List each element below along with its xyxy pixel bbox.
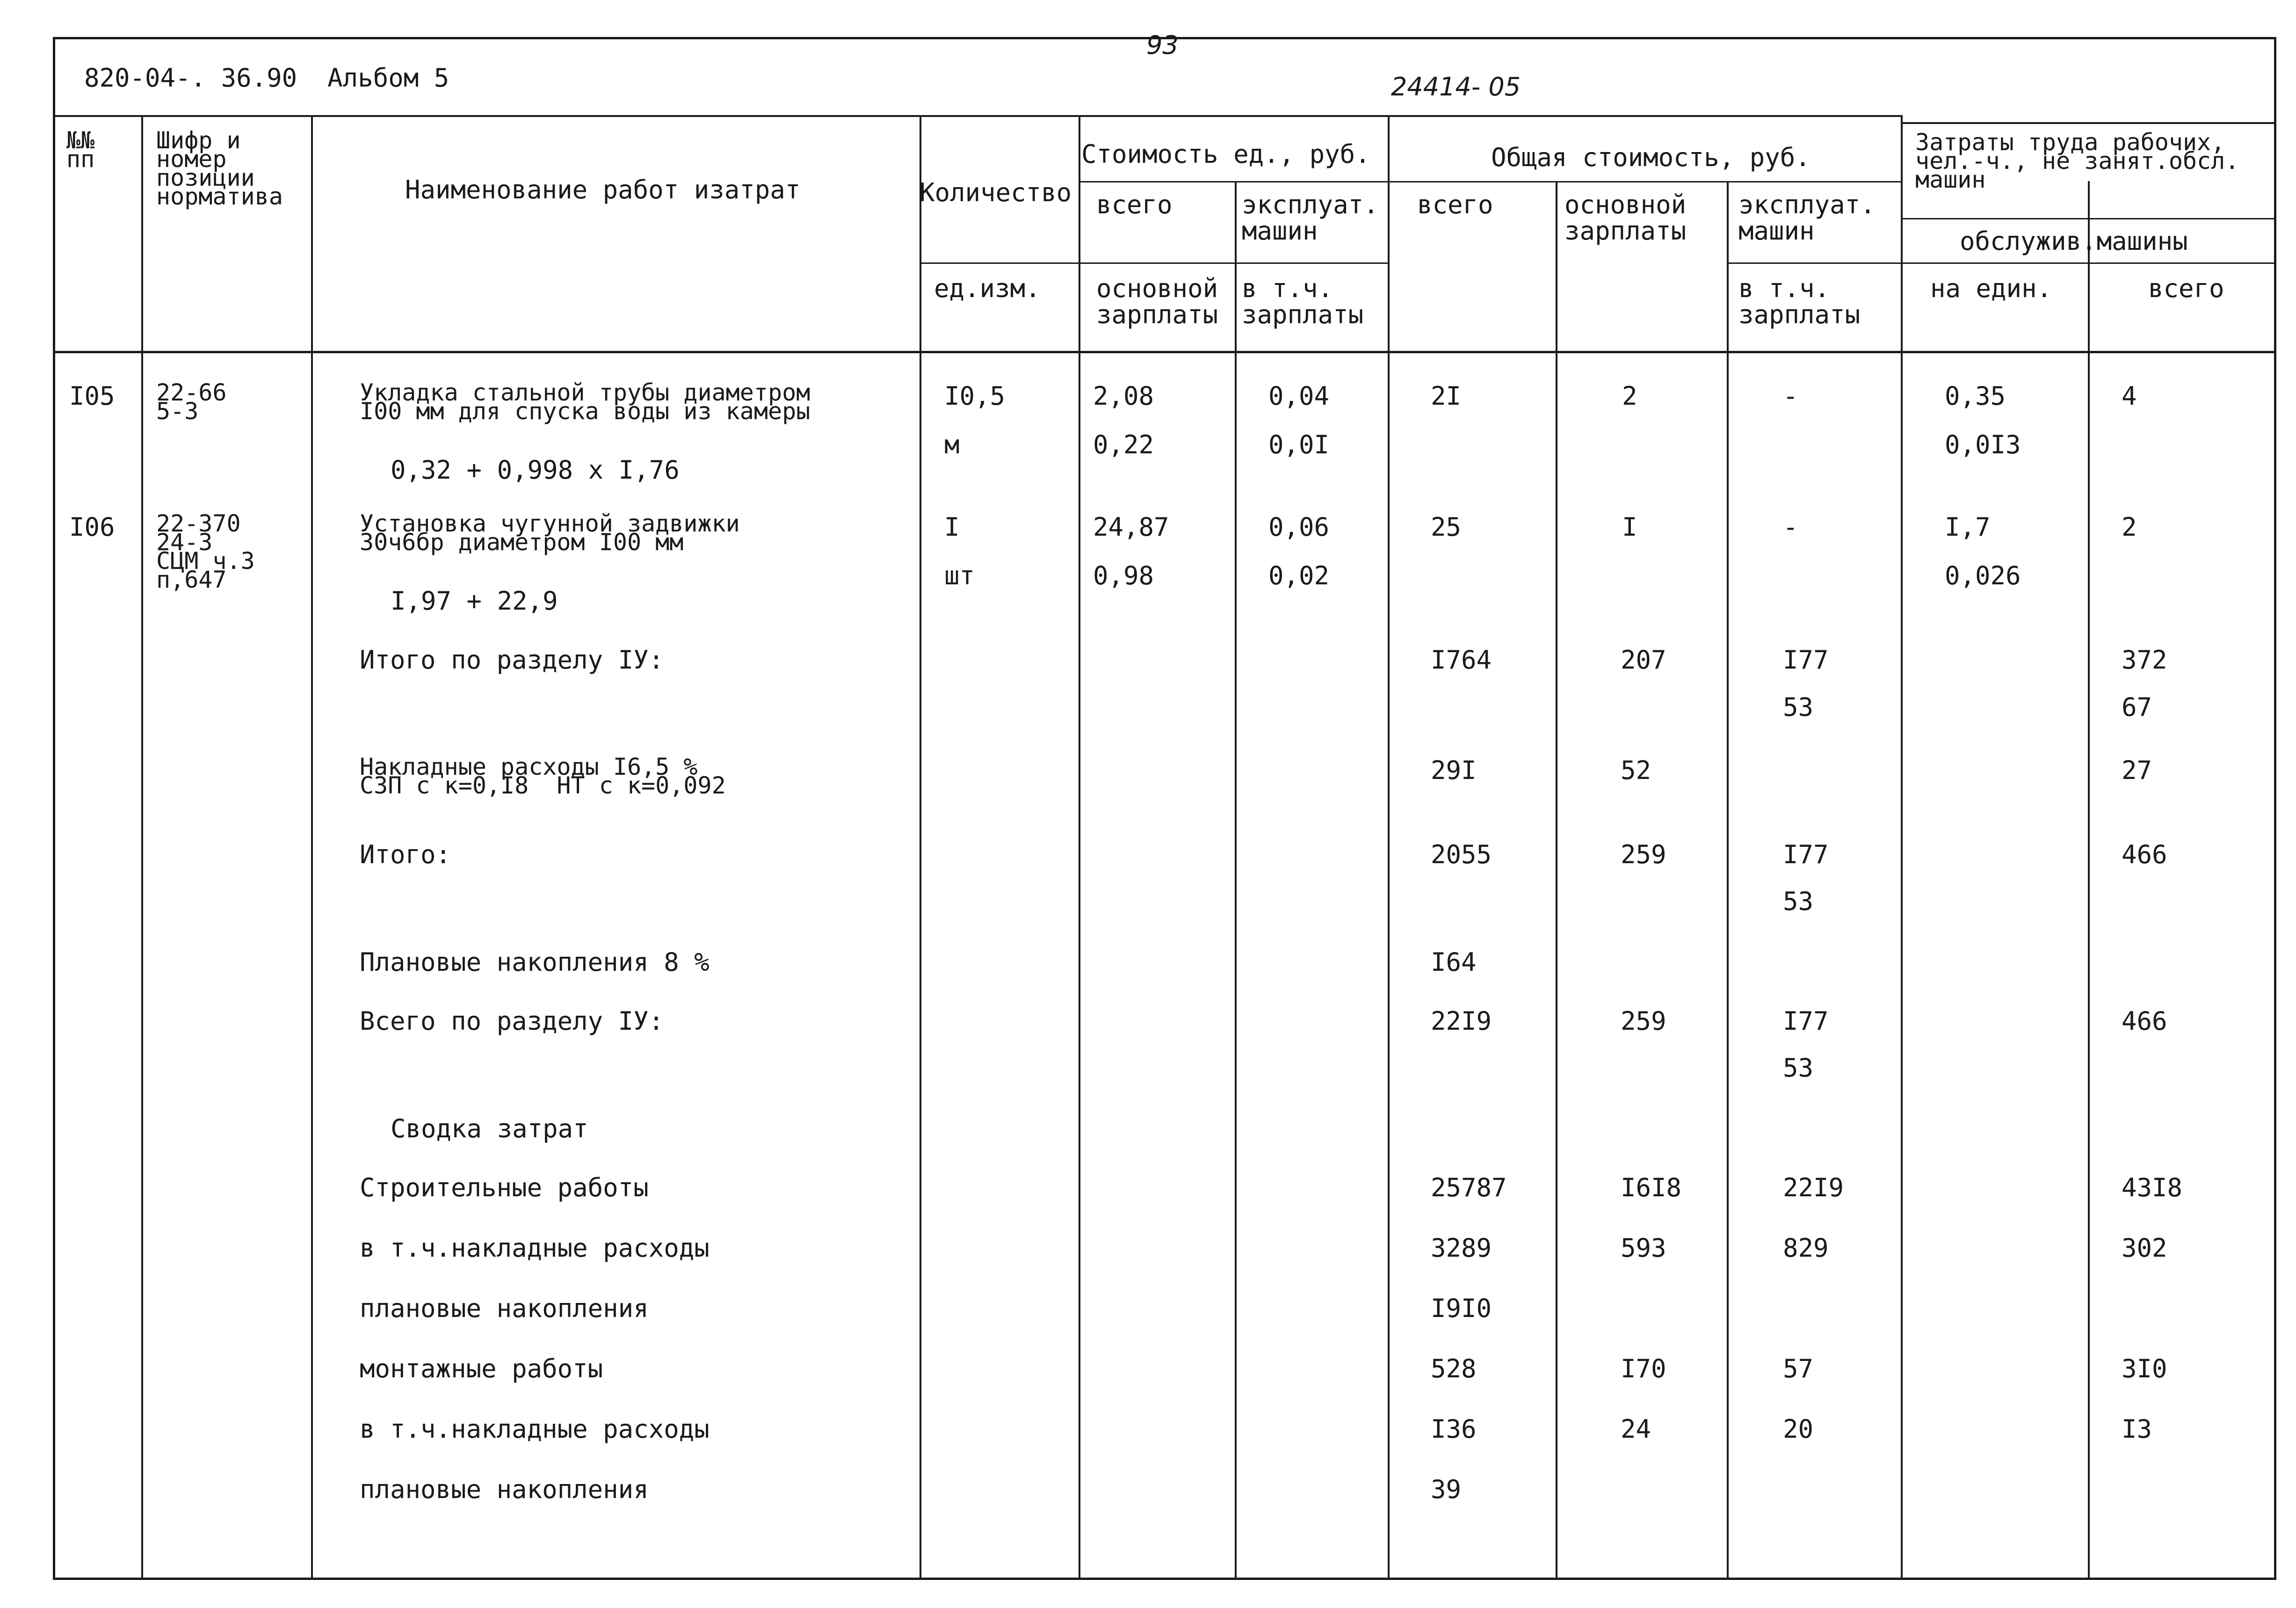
summary-name: Всего по разделу IУ: bbox=[360, 1006, 664, 1036]
row-unit-all: 24,87 bbox=[1093, 512, 1169, 542]
row-total-basic: I bbox=[1622, 512, 1637, 542]
summary-total-exp: I77 bbox=[1783, 1006, 1829, 1036]
summary-total-all: 22I9 bbox=[1431, 1006, 1492, 1036]
row-code: 22-370 24-3 СЦМ ч.3 п,647 bbox=[156, 510, 255, 593]
summary-name: монтажные работы bbox=[360, 1354, 603, 1383]
row-total-all: 25 bbox=[1431, 512, 1462, 542]
row-labor-unit-2: 0,0I3 bbox=[1945, 430, 2021, 459]
summary-total-exp: I77 bbox=[1783, 840, 1829, 869]
header-qty-unit: ед.изм. bbox=[934, 274, 1041, 303]
header-total-basic: основной зарплаты bbox=[1564, 190, 1687, 246]
header-unit-all: всего bbox=[1096, 190, 1173, 219]
header-rule-labor bbox=[1901, 218, 2276, 219]
row-code: 22-66 5-3 bbox=[156, 379, 227, 425]
summary-total-exp: 20 bbox=[1783, 1414, 1814, 1444]
row-total-exp: - bbox=[1783, 512, 1798, 542]
header-total-incl: в т.ч. зарплаты bbox=[1738, 274, 1861, 329]
frame-right bbox=[2274, 37, 2276, 1580]
row-formula: I,97 + 22,9 bbox=[391, 586, 558, 616]
row-name: Установка чугунной задвижки 30ч6бр диаметром I00 мм bbox=[360, 510, 740, 556]
row-formula: 0,32 + 0,998 x I,76 bbox=[391, 455, 680, 485]
summary-name: Накладные расходы I6,5 % СЗП с к=0,I8 НТ с к=0,092 bbox=[360, 753, 726, 799]
summary-total-basic: I70 bbox=[1621, 1354, 1666, 1383]
header-labor-unit: на един. bbox=[1930, 274, 2052, 303]
row-total-basic: 2 bbox=[1622, 381, 1637, 411]
column-rule-2 bbox=[920, 115, 921, 1580]
row-labor-unit: I,7 bbox=[1945, 512, 1991, 542]
summary-total-exp-2: 53 bbox=[1783, 1053, 1814, 1083]
row-unit-exp: 0,04 bbox=[1268, 381, 1330, 411]
column-rule-1 bbox=[311, 115, 313, 1580]
row-labor-all: 4 bbox=[2122, 381, 2137, 411]
header-rule-labor2 bbox=[1901, 262, 2276, 264]
row-number: I05 bbox=[69, 381, 115, 411]
inventory-number: 24414- 05 bbox=[1391, 72, 1521, 102]
summary-total-all: 528 bbox=[1431, 1354, 1477, 1383]
header-name: Наименование работ изатрат bbox=[405, 175, 801, 204]
header-labor: Затраты труда рабочих, чел.-ч., не занят.обсл. машин bbox=[1915, 129, 2239, 193]
row-labor-unit: 0,35 bbox=[1945, 381, 2006, 411]
summary-labor-all: 372 bbox=[2122, 645, 2167, 675]
header-labor-all: всего bbox=[2148, 274, 2224, 303]
header-number: №№ пп bbox=[66, 127, 95, 173]
header-unit-exp: эксплуат. машин bbox=[1242, 190, 1379, 246]
row-unit-basic: 0,22 bbox=[1093, 430, 1154, 459]
summary-total-all: I764 bbox=[1431, 645, 1492, 675]
summary-name: в т.ч.накладные расходы bbox=[360, 1414, 710, 1444]
summary-total-all: 3289 bbox=[1431, 1233, 1492, 1263]
summary-total-basic: 593 bbox=[1621, 1233, 1666, 1263]
summary-total-basic: 52 bbox=[1621, 756, 1651, 785]
frame-left bbox=[53, 37, 55, 1580]
row-quantity: I0,5 bbox=[944, 381, 1006, 411]
row-unit-exp: 0,06 bbox=[1268, 512, 1330, 542]
summary-total-all: I9I0 bbox=[1431, 1294, 1492, 1323]
summary-total-basic: 207 bbox=[1621, 645, 1666, 675]
column-rule-9 bbox=[2088, 181, 2090, 1580]
header-labor-sub: обслужив.машины bbox=[1960, 226, 2188, 256]
summary-name: Плановые накопления 8 % bbox=[360, 947, 710, 977]
frame-bottom bbox=[53, 1578, 2276, 1580]
summary-labor-all: I3 bbox=[2122, 1414, 2152, 1444]
row-labor-all: 2 bbox=[2122, 512, 2137, 542]
header-quantity: Количество bbox=[920, 178, 1072, 207]
row-unit-basic: 0,98 bbox=[1093, 561, 1154, 590]
summary-total-all: 2055 bbox=[1431, 840, 1492, 869]
header-rule-unit2 bbox=[920, 262, 1388, 264]
row-unit-incl: 0,02 bbox=[1268, 561, 1330, 590]
summary-labor-all: 302 bbox=[2122, 1233, 2167, 1263]
summary-labor-all: 3I0 bbox=[2122, 1354, 2167, 1383]
summary-total-all: I64 bbox=[1431, 947, 1477, 977]
summary-name: Итого по разделу IУ: bbox=[360, 645, 664, 675]
row-unit: м bbox=[944, 430, 960, 459]
row-number: I06 bbox=[69, 512, 115, 542]
document-code: 820-04-. 36.90 Альбом 5 bbox=[84, 63, 449, 93]
row-total-exp: - bbox=[1783, 381, 1798, 411]
row-total-all: 2I bbox=[1431, 381, 1462, 411]
summary-labor-all: 466 bbox=[2122, 1006, 2167, 1036]
column-rule-4 bbox=[1235, 181, 1237, 1580]
column-rule-6 bbox=[1556, 181, 1557, 1580]
page-number: 93 bbox=[1146, 30, 1179, 60]
header-code: Шифр и номер позиции норматива bbox=[156, 127, 283, 210]
summary-total-exp: 57 bbox=[1783, 1354, 1814, 1383]
header-unit-basic: основной зарплаты bbox=[1096, 274, 1218, 329]
summary-total-exp-2: 53 bbox=[1783, 887, 1814, 916]
summary-labor-all: 466 bbox=[2122, 840, 2167, 869]
summary-total-exp: 22I9 bbox=[1783, 1173, 1844, 1202]
summary-name: плановые накопления bbox=[360, 1294, 649, 1323]
summary-total-exp: 829 bbox=[1783, 1233, 1829, 1263]
column-rule-3 bbox=[1079, 115, 1080, 1580]
summary-name: в т.ч.накладные расходы bbox=[360, 1233, 710, 1263]
summary-labor-all-2: 67 bbox=[2122, 692, 2152, 722]
header-total-all: всего bbox=[1417, 190, 1493, 219]
summary-name: Сводка затрат bbox=[391, 1114, 588, 1143]
summary-labor-all: 27 bbox=[2122, 756, 2152, 785]
summary-total-exp: I77 bbox=[1783, 645, 1829, 675]
column-rule-7 bbox=[1727, 181, 1729, 1580]
column-rule-0 bbox=[141, 115, 143, 1580]
summary-total-basic: 259 bbox=[1621, 840, 1666, 869]
summary-total-all: 25787 bbox=[1431, 1173, 1507, 1202]
summary-labor-all: 43I8 bbox=[2122, 1173, 2183, 1202]
row-unit: шт bbox=[944, 561, 975, 590]
header-rule-total bbox=[1388, 181, 1901, 182]
header-unit-incl: в т.ч. зарплаты bbox=[1242, 274, 1364, 329]
header-top-rule bbox=[53, 115, 1901, 117]
summary-total-exp-2: 53 bbox=[1783, 692, 1814, 722]
summary-name: плановые накопления bbox=[360, 1475, 649, 1504]
column-rule-5 bbox=[1388, 115, 1390, 1580]
row-unit-incl: 0,0I bbox=[1268, 430, 1330, 459]
header-bottom-rule bbox=[53, 351, 2276, 353]
summary-total-all: 29I bbox=[1431, 756, 1477, 785]
row-name: Укладка стальной трубы диаметром I00 мм для спуска воды из камеры bbox=[360, 379, 811, 425]
summary-total-all: 39 bbox=[1431, 1475, 1462, 1504]
summary-total-basic: 24 bbox=[1621, 1414, 1651, 1444]
row-unit-all: 2,08 bbox=[1093, 381, 1154, 411]
header-total-cost: Общая стоимость, руб. bbox=[1491, 143, 1811, 172]
header-rule-exp2 bbox=[1727, 262, 1901, 264]
summary-total-basic: 259 bbox=[1621, 1006, 1666, 1036]
header-unit-cost: Стоимость ед., руб. bbox=[1081, 139, 1370, 169]
summary-name: Итого: bbox=[360, 840, 451, 869]
column-rule-8 bbox=[1901, 115, 1903, 1580]
summary-total-all: I36 bbox=[1431, 1414, 1477, 1444]
header-top-rule-right bbox=[1901, 122, 2276, 124]
header-total-exp: эксплуат. машин bbox=[1738, 190, 1876, 246]
summary-total-basic: I6I8 bbox=[1621, 1173, 1682, 1202]
row-labor-unit-2: 0,026 bbox=[1945, 561, 2021, 590]
row-quantity: I bbox=[944, 512, 960, 542]
header-rule-unit bbox=[1079, 181, 1388, 182]
summary-name: Строительные работы bbox=[360, 1173, 649, 1202]
